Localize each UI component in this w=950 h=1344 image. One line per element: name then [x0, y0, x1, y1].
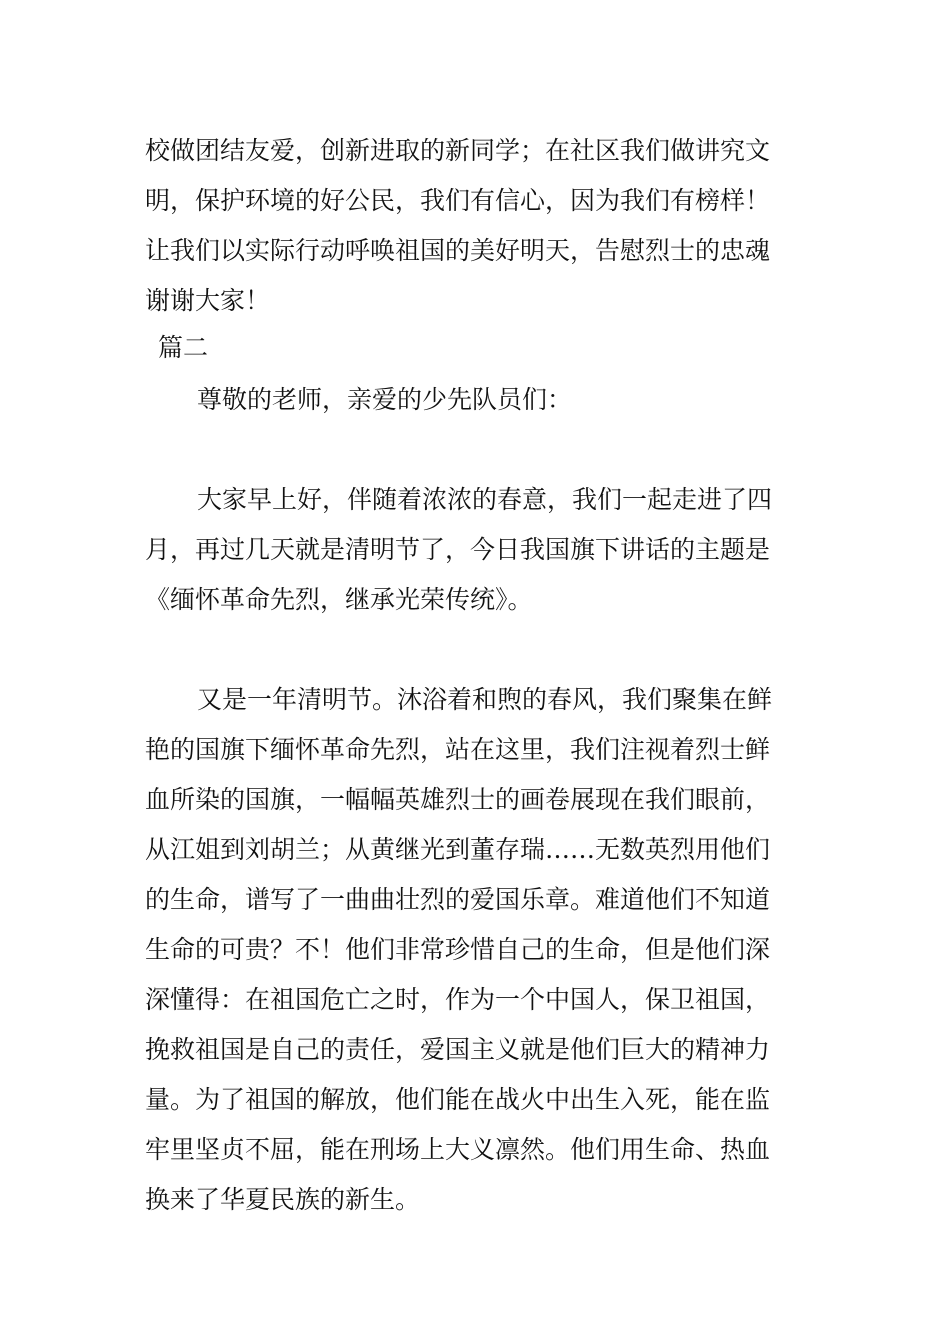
- text-line: 血所染的国旗，一幅幅英雄烈士的画卷展现在我们眼前，: [145, 785, 771, 814]
- greeting: 尊敬的老师，亲爱的少先队员们：: [197, 385, 573, 414]
- text-line: 量。为了祖国的解放，他们能在战火中出生入死，能在监: [145, 1085, 771, 1114]
- text-line: 换来了华夏民族的新生。: [145, 1185, 421, 1214]
- text-line: 让我们以实际行动呼唤祖国的美好明天，告慰烈士的忠魂: [145, 236, 771, 265]
- text-line: 月，再过几天就是清明节了，今日我国旗下讲话的主题是: [145, 535, 771, 564]
- text-line: 又是一年清明节。沐浴着和煦的春风，我们聚集在鲜: [197, 685, 773, 714]
- text-line: 的生命，谱写了一曲曲壮烈的爱国乐章。难道他们不知道: [145, 885, 771, 914]
- text-line: 《缅怀革命先烈，继承光荣传统》。: [145, 585, 533, 614]
- text-line: 生命的可贵？不！他们非常珍惜自己的生命，但是他们深: [145, 935, 771, 964]
- text-line: 大家早上好，伴随着浓浓的春意，我们一起走进了四: [197, 485, 773, 514]
- section-heading: 篇二: [158, 333, 209, 362]
- text-line: 从江姐到刘胡兰；从黄继光到董存瑞……无数英烈用他们: [145, 835, 771, 864]
- text-line: 明，保护环境的好公民，我们有信心，因为我们有榜样！: [145, 186, 771, 215]
- text-line: 牢里坚贞不屈，能在刑场上大义凛然。他们用生命、热血: [145, 1135, 771, 1164]
- text-line: 深懂得：在祖国危亡之时，作为一个中国人，保卫祖国，: [145, 985, 771, 1014]
- text-line: 艳的国旗下缅怀革命先烈，站在这里，我们注视着烈士鲜: [145, 735, 771, 764]
- text-line: 校做团结友爱，创新进取的新同学；在社区我们做讲究文: [145, 136, 771, 165]
- text-line: 挽救祖国是自己的责任，爱国主义就是他们巨大的精神力: [145, 1035, 771, 1064]
- text-line: 谢谢大家！: [145, 286, 271, 315]
